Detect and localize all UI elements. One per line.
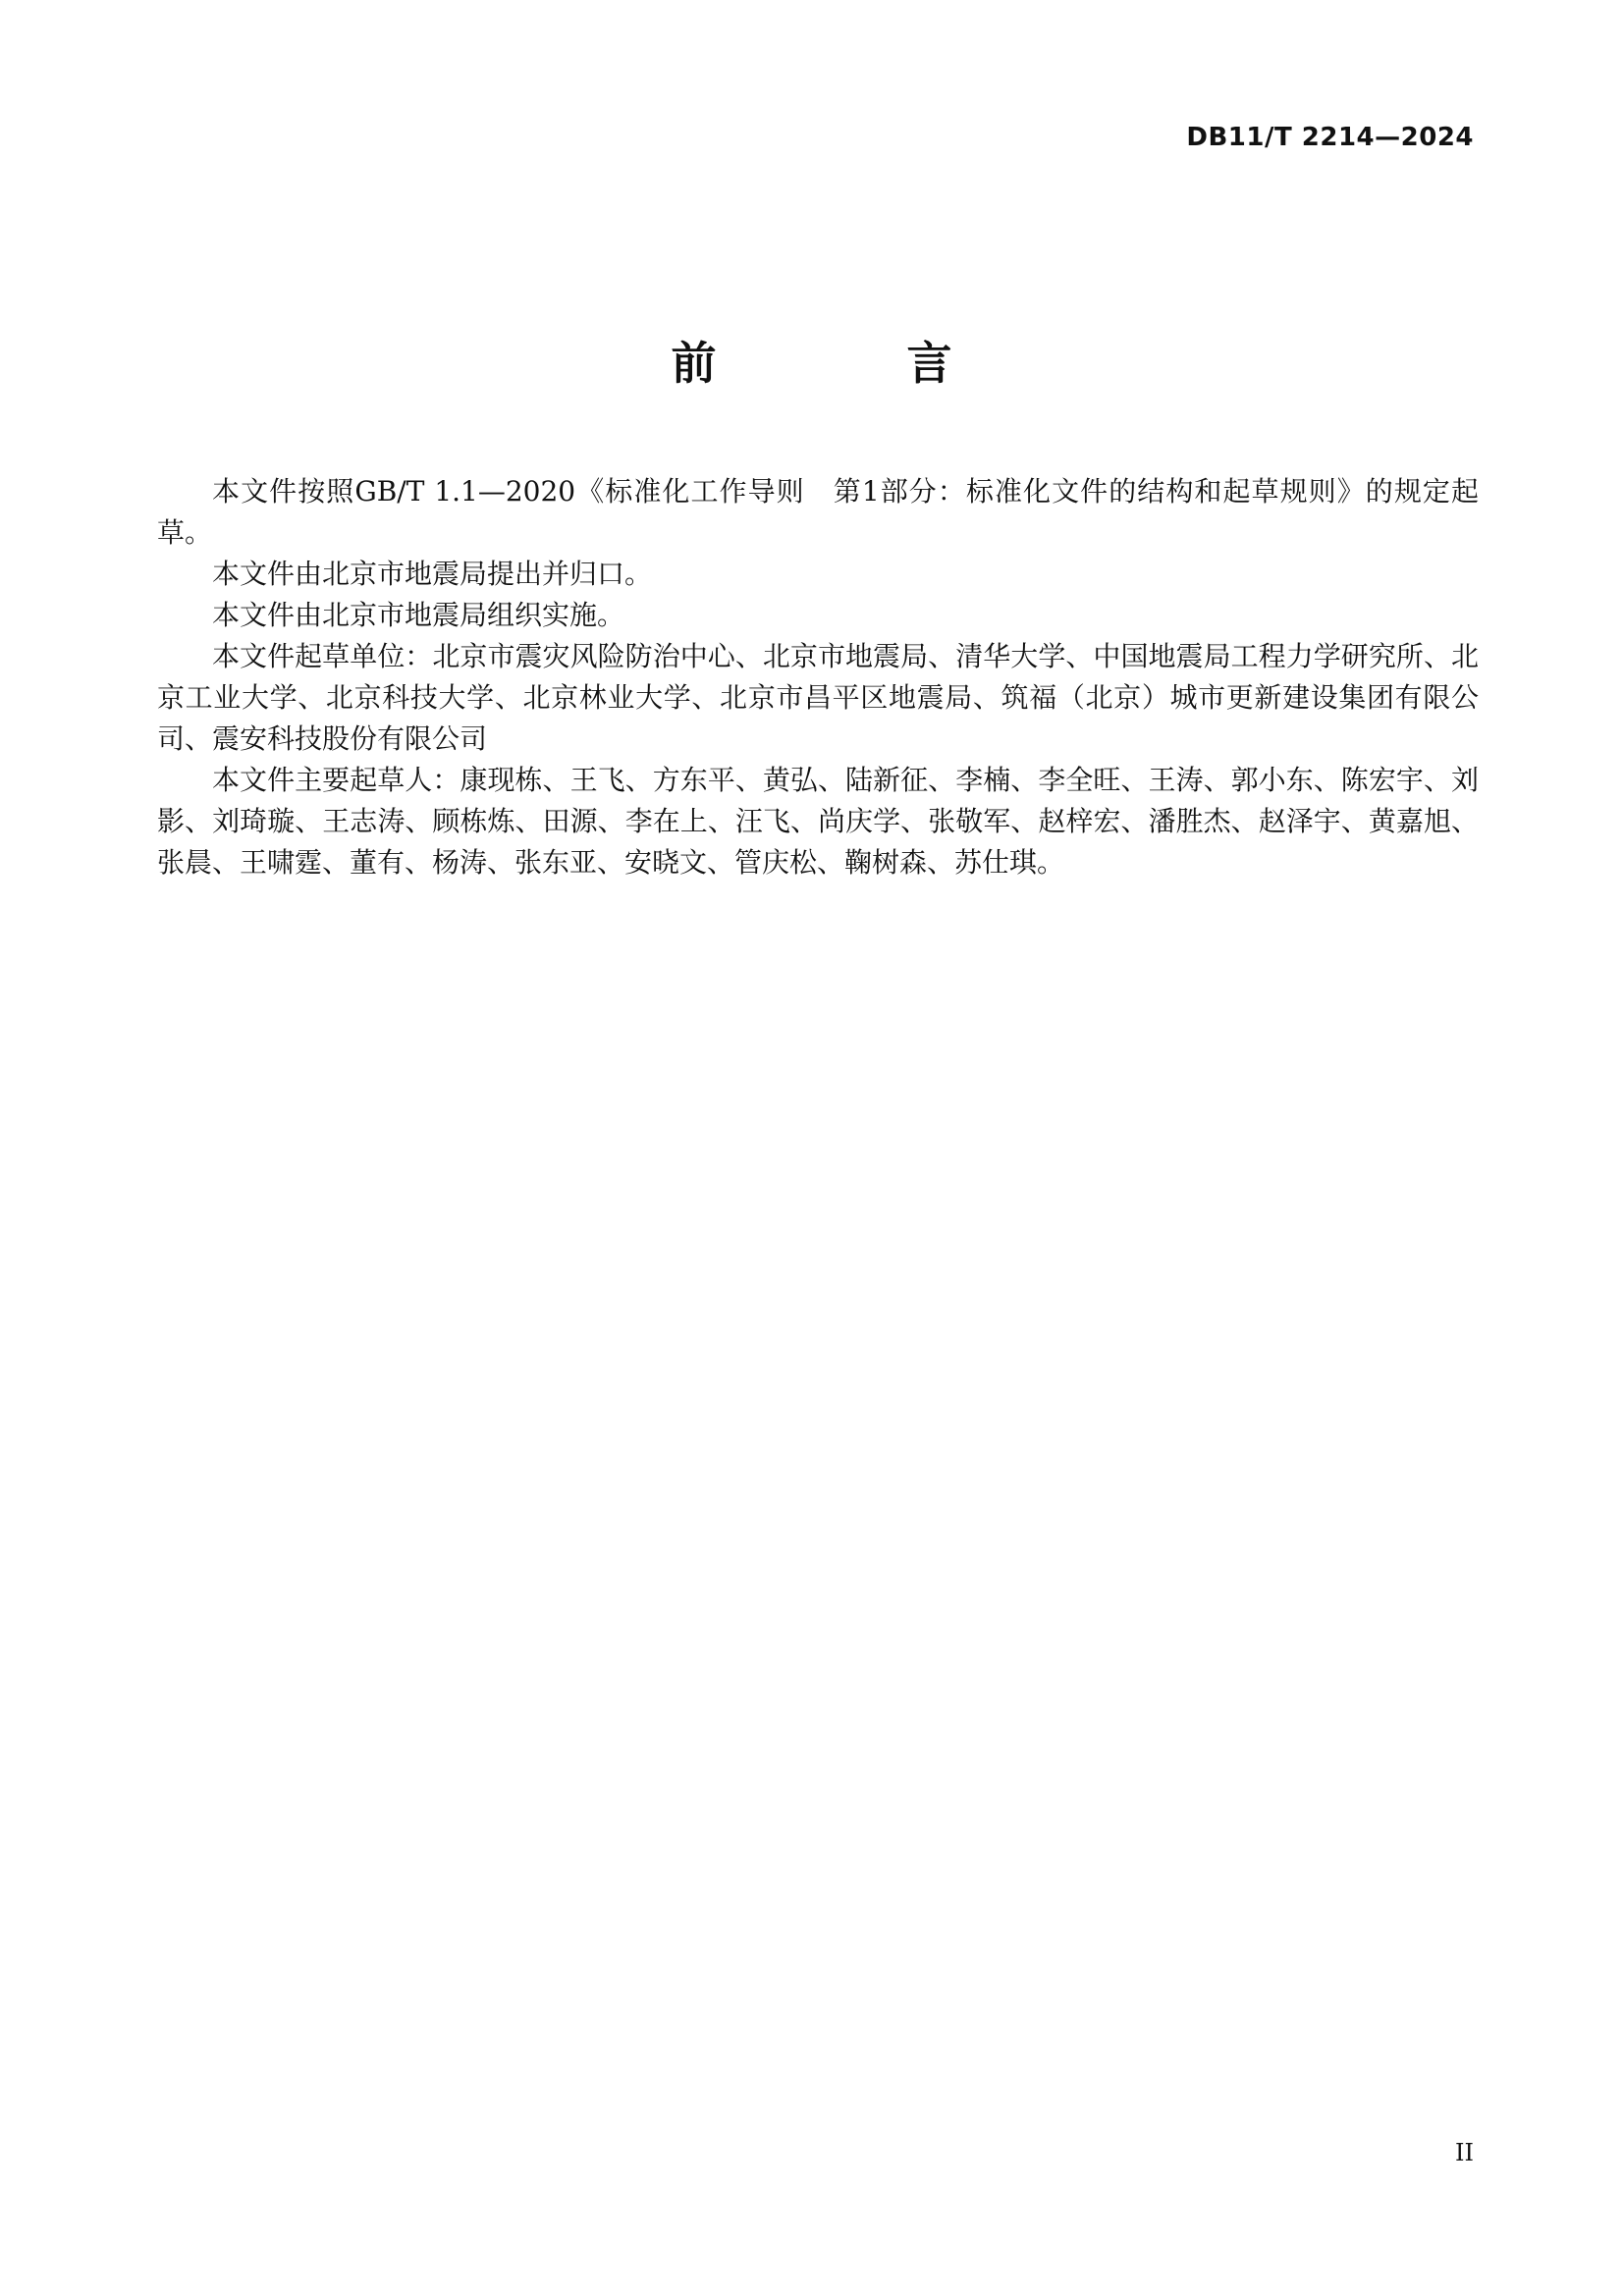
foreword-body (157, 471, 1479, 883)
paragraph-implementer: 本文件由北京市地震局组织实施。 (212, 599, 625, 631)
paragraph-proposer: 本文件由北京市地震局提出并归口。 (212, 558, 653, 590)
page-number: II (1455, 2139, 1474, 2166)
paragraph-drafting-rules: 本文件按照GB/T 1.1—2020《标准化工作导则 第1部分：标准化文件的结构和起草规则》的规定起草。 (157, 475, 1479, 549)
page-title: 前 言 (671, 337, 1025, 390)
paragraph-drafting-units: 本文件起草单位：北京市震灾风险防治中心、北京市地震局、清华大学、中国地震局工程力学研究所、北京工业大学、北京科技大学、北京林业大学、北京市昌平区地震局、筑福（北京）城市更新建设集团有限公司、震安科技股份有限公司 (157, 640, 1479, 755)
standard-number: DB11/T 2214—2024 (1186, 123, 1474, 152)
paragraph-main-drafters: 本文件主要起草人：康现栋、王飞、方东平、黄弘、陆新征、李楠、李全旺、王涛、郭小东、陈宏宇、刘影、刘琦璇、王志涛、顾栋炼、田源、李在上、汪飞、尚庆学、张敬军、赵梓宏、潘胜杰、赵泽宇、黄嘉旭、张晨、王啸霆、董有、杨涛、张东亚、安晓文、管庆松、鞠树森、苏仕琪。 (157, 764, 1479, 879)
